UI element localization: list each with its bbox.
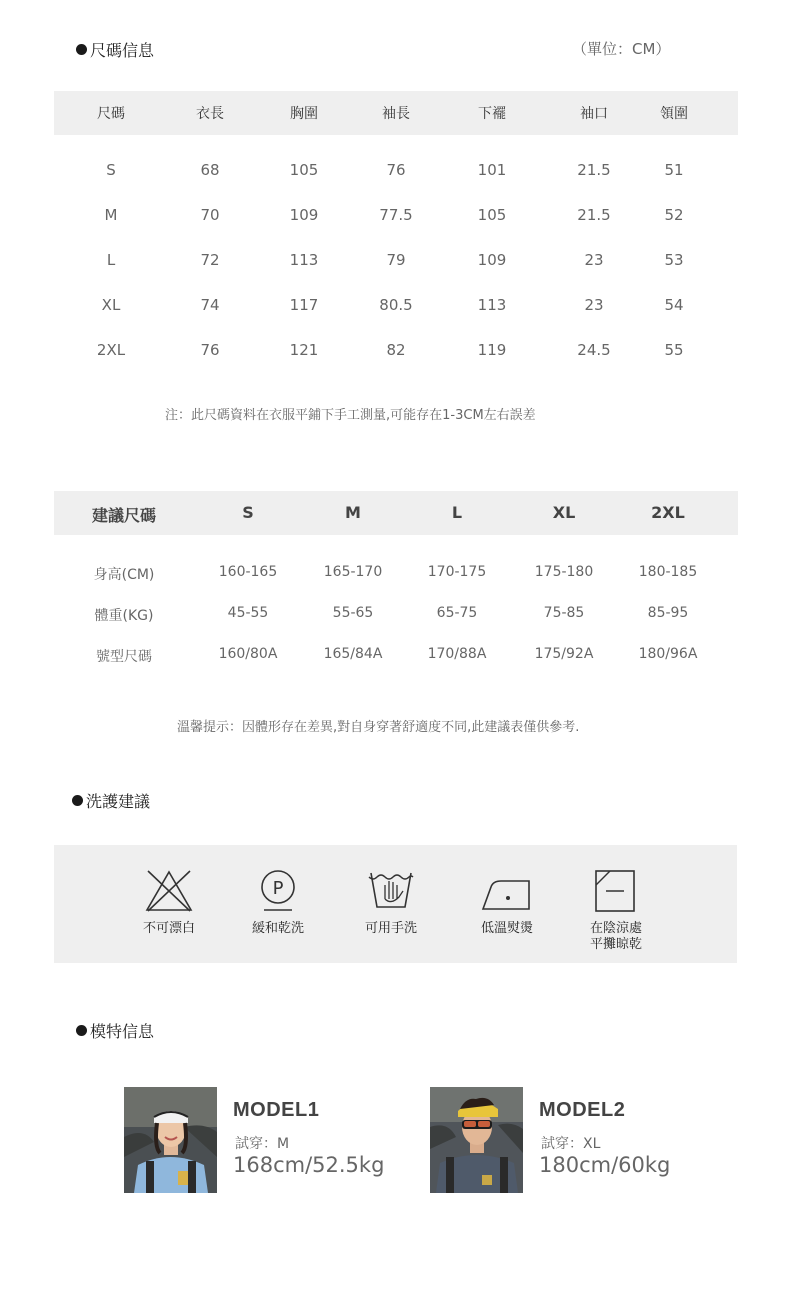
low-iron-icon [479,869,535,913]
model1-size: 168cm/52.5kg [233,1153,385,1177]
size-table-cell: 72 [200,251,220,269]
suggest-table-cell: 175-180 [534,564,594,580]
model2-name: MODEL2 [539,1099,626,1121]
model1-name: MODEL1 [233,1099,320,1121]
size-table-cell: 23 [584,251,604,269]
size-table-cell: 113 [477,296,507,314]
size-table-cell: 109 [289,206,319,224]
care-item-hand-wash: 可用手洗 [363,869,419,937]
dry-clean-symbol: P [272,878,284,899]
suggest-table-cell: 160/80A [218,646,278,662]
size-table-cell: 55 [664,341,684,359]
suggest-table-cell: 65-75 [436,605,478,621]
suggest-row-label: 身高(CM) [93,567,155,583]
care-item-dry-clean: P 緩和乾洗 [250,869,306,937]
flat-dry-line-1: 在陰涼處 [589,921,642,936]
size-info-title: 尺碼信息 [76,38,154,61]
size-table-cell: 80.5 [379,296,413,314]
size-table-cell: 79 [386,251,406,269]
model2-size: 180cm/60kg [539,1153,671,1177]
bullet-dot-icon [72,795,83,806]
size-table-cell: 113 [289,251,319,269]
size-table-cell: 76 [200,341,220,359]
care-item-flat-dry [588,869,644,953]
suggest-header-cell: M [345,503,361,522]
size-header-cell: 領圍 [660,106,688,122]
suggest-note: 溫馨提示：因體形存在差異,對自身穿著舒適度不同,此建議表僅供參考. [177,720,580,735]
size-table-cell: 117 [289,296,319,314]
flat-dry-shade-icon [588,869,644,913]
suggest-table-cell: 180-185 [638,564,698,580]
model2-try: 試穿：XL [541,1136,601,1152]
size-table-cell: 105 [289,161,319,179]
size-table-cell: 119 [477,341,507,359]
size-table-cell: 52 [664,206,684,224]
suggest-table-header [54,491,738,535]
hand-wash-icon [363,869,419,913]
suggest-table-cell: 160-165 [218,564,278,580]
size-table-cell: 74 [200,296,220,314]
size-table-cell: 23 [584,296,604,314]
bullet-dot-icon [76,44,87,55]
size-table-cell: 76 [386,161,406,179]
care-item-low-iron: 低溫熨燙 [479,869,535,937]
suggest-table-cell: 85-95 [647,605,689,621]
size-table-cell: 2XL [96,341,126,359]
suggest-table-cell: 165/84A [323,646,383,662]
size-table-cell: 101 [477,161,507,179]
suggest-table-cell: 55-65 [332,605,374,621]
size-table-cell: 82 [386,341,406,359]
size-table-cell: 53 [664,251,684,269]
model1-try: 試穿：M [235,1136,290,1152]
size-table-cell: 51 [664,161,684,179]
model2-photo [430,1087,523,1193]
suggest-row-label: 號型尺碼 [96,649,152,665]
care-panel [54,845,737,963]
suggest-table-cell: 165-170 [323,564,383,580]
bullet-dot-icon [76,1025,87,1036]
suggest-table-cell: 75-85 [543,605,585,621]
suggest-header-cell: S [242,503,254,522]
size-table-cell: 105 [477,206,507,224]
models-title: 模特信息 [76,1019,154,1042]
suggest-header-cell: 建議尺碼 [91,506,157,525]
flat-dry-line-2: 平攤晾乾 [589,937,642,952]
size-header-cell: 袖長 [382,106,410,122]
size-table-cell: 54 [664,296,684,314]
size-table-cell: XL [101,296,121,314]
unit-label: （單位：CM） [572,40,671,58]
care-title: 洗護建議 [72,789,150,812]
suggest-table-cell: 45-55 [227,605,269,621]
suggest-row-label: 體重(KG) [94,608,154,624]
suggest-table-cell: 170-175 [427,564,487,580]
size-header-cell: 袖口 [580,106,608,122]
size-table-cell: 77.5 [379,206,413,224]
suggest-table-cell: 180/96A [638,646,698,662]
size-table-cell: M [104,206,118,224]
model1-photo [124,1087,217,1193]
size-table-cell: 21.5 [577,206,611,224]
suggest-header-cell: 2XL [651,503,685,522]
suggest-table-cell: 170/88A [427,646,487,662]
size-header-cell: 衣長 [196,106,224,122]
size-table-cell: 70 [200,206,220,224]
size-table-cell: S [106,161,116,179]
size-table-cell: 21.5 [577,161,611,179]
suggest-header-cell: XL [552,503,576,522]
care-item-no-bleach: 不可漂白 [141,869,197,937]
size-table-cell: 24.5 [577,341,611,359]
suggest-header-cell: L [451,503,463,522]
size-note: 注：此尺碼資料在衣服平鋪下手工測量,可能存在1-3CM左右誤差 [165,408,536,423]
size-table-cell: 109 [477,251,507,269]
suggest-table-cell: 175/92A [534,646,594,662]
size-header-cell: 下襬 [478,106,506,122]
size-table-cell: 121 [289,341,319,359]
size-header-cell: 胸圍 [290,106,318,122]
no-bleach-icon [141,869,197,913]
size-table-cell: L [106,251,116,269]
gentle-dry-clean-icon [250,869,306,913]
size-header-cell: 尺碼 [97,106,125,122]
size-table-cell: 68 [200,161,220,179]
